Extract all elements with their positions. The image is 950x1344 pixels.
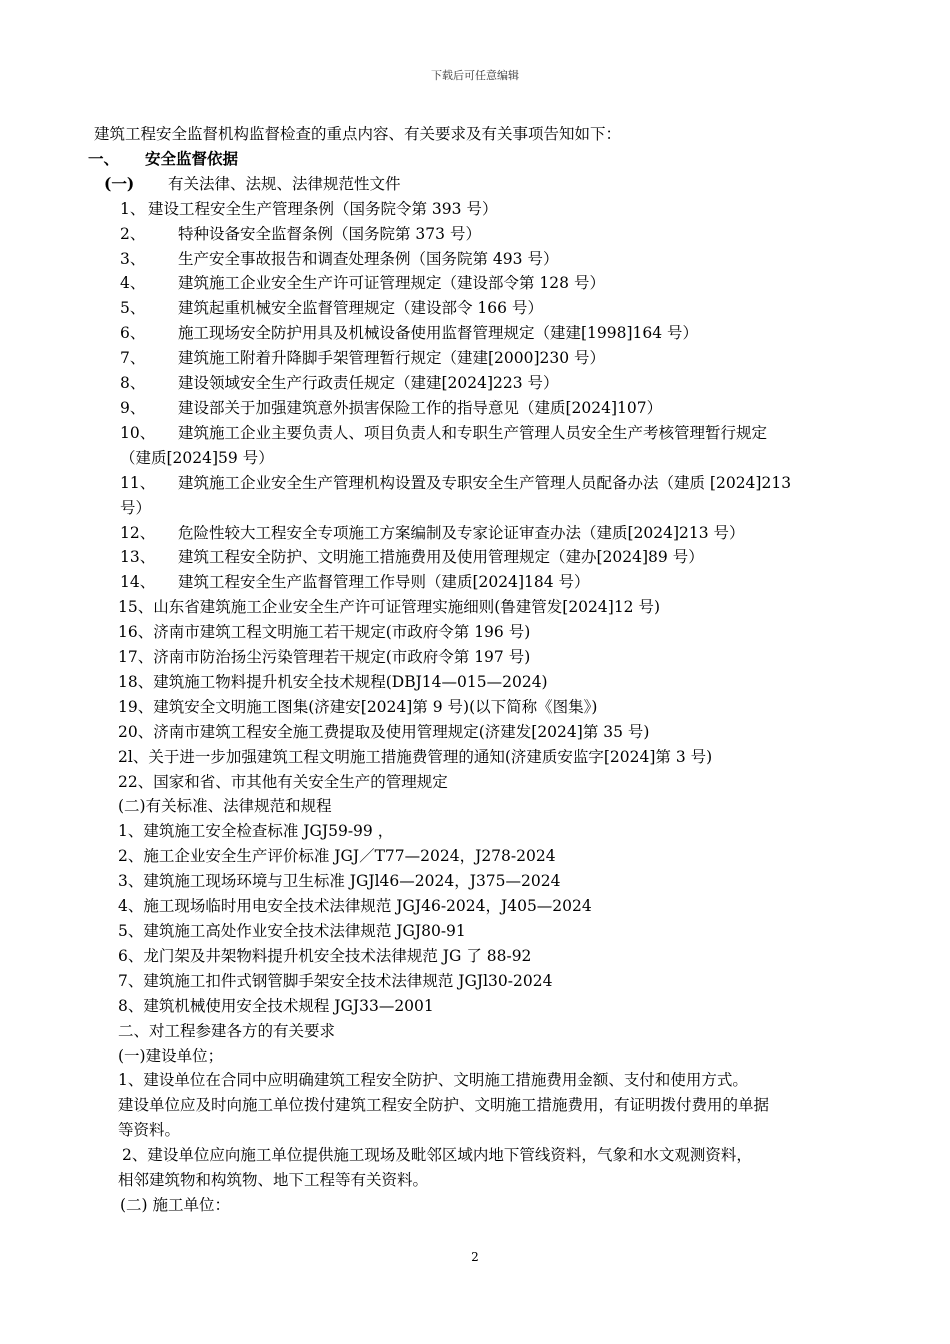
law-item-continuation: （建质[2024]59 号） <box>120 448 274 467</box>
law-item-number: 8、 <box>120 374 146 393</box>
standard-item: 5、建筑施工高处作业安全技术法律规范 JGJ80-91 <box>118 922 466 940</box>
paragraph-2-line-2: 相邻建筑物和构筑物、地下工程等有关资料。 <box>118 1171 429 1190</box>
paragraph-1: 1、建设单位在合同中应明确建筑工程安全防护、文明施工措施费用金额、支付和使用方式。 <box>118 1071 748 1090</box>
law-item-text: 建筑施工企业安全生产许可证管理规定（建设部令第 128 号） <box>178 274 605 293</box>
law-item <box>90 471 870 496</box>
standard-item: 7、建筑施工扣件式钢管脚手架安全技术法律规范 JGJl30-2024 <box>118 971 553 990</box>
law-item <box>90 247 870 272</box>
law-item-number: 2、 <box>120 224 146 243</box>
page-number: 2 <box>471 1250 479 1264</box>
law-item-number: 4、 <box>120 274 146 293</box>
standard-item: 2、施工企业安全生产评价标准 JGJ／T77—2024，J278-2024 <box>118 847 556 866</box>
section-1-number: 一、 <box>88 148 120 168</box>
laws-list <box>90 197 870 596</box>
intro-paragraph: 建筑工程安全监督机构监督检查的重点内容、有关要求及有关事项告知如下： <box>94 125 622 143</box>
law-item: 20、济南市建筑工程安全施工费提取及使用管理规定(济建发[2024]第 35 号) <box>118 722 650 741</box>
law-item: 19、建筑安全文明施工图集(济建安[2024]第 9 号)(以下简称《图集》) <box>118 697 598 716</box>
law-item-number: 12、 <box>120 523 156 542</box>
subsection-1-number: (一) <box>104 173 135 193</box>
law-item <box>90 197 870 222</box>
section-1-heading <box>88 147 870 172</box>
paragraph-1b-line-1: 建设单位应及时向施工单位拨付建筑工程安全防护、文明施工措施费用，有证明拨付费用的单据 <box>118 1096 770 1115</box>
law-item-number: 13、 <box>120 548 156 567</box>
law-item: 16、济南市建筑工程文明施工若干规定(市政府令第 196 号) <box>118 623 531 642</box>
laws-list-continued <box>90 595 870 794</box>
page-header: 下载后可任意编辑 <box>431 69 519 82</box>
law-item-number: 9、 <box>120 398 146 417</box>
law-item <box>90 570 870 595</box>
law-item: 2l、关于进一步加强建筑工程文明施工措施费管理的通知(济建质安监字[2024]第 3 号) <box>118 747 713 766</box>
law-item-text: 建筑施工企业安全生产管理机构设置及专职安全生产管理人员配备办法（建质 [2024]213 <box>178 473 792 492</box>
law-item-text: 建设部关于加强建筑意外损害保险工作的指导意见（建质[2024]107） <box>178 398 663 417</box>
standard-item: 8、建筑机械使用安全技术规程 JGJ33—2001 <box>118 996 434 1015</box>
law-item-text: 建筑施工附着升降脚手架管理暂行规定（建建[2000]230 号） <box>178 349 606 368</box>
law-item-text: 施工现场安全防护用具及机械设备使用监督管理规定（建建[1998]164 号） <box>178 324 699 343</box>
law-item-text: 建筑施工企业主要负责人、项目负责人和专职生产管理人员安全生产考核管理暂行规定 <box>178 423 768 442</box>
paragraph-2-line-1: 2、建设单位应向施工单位提供施工现场及毗邻区域内地下管线资料，气象和水文观测资料， <box>122 1146 752 1165</box>
subsection-1-title: 有关法律、法规、法律规范性文件 <box>168 174 401 193</box>
law-item <box>90 545 870 570</box>
law-item: 17、济南市防治扬尘污染管理若干规定(市政府令第 197 号) <box>118 648 531 667</box>
law-item-text: 建筑工程安全生产监督管理工作导则（建质[2024]184 号） <box>178 573 590 592</box>
law-item <box>90 321 870 346</box>
law-item: 18、建筑施工物料提升机安全技术规程(DBJ14—015—2024) <box>118 672 548 691</box>
law-item-text: 生产安全事故报告和调查处理条例（国务院第 493 号） <box>178 249 559 268</box>
paragraph-1b-line-2: 等资料。 <box>118 1121 181 1140</box>
law-item-number: 10、 <box>120 423 156 442</box>
law-item-number: 11、 <box>120 473 156 492</box>
subsection-1-heading <box>90 172 870 197</box>
subsection-2-heading: (二)有关标准、法律规范和规程 <box>118 797 332 816</box>
standard-item: 1、建筑施工安全检查标准 JGJ59-99 ， <box>118 822 394 841</box>
subsection-b-heading: (二) 施工单位： <box>120 1195 231 1214</box>
law-item <box>90 421 870 446</box>
law-item-text: 建设工程安全生产管理条例（国务院令第 393 号） <box>148 199 498 218</box>
law-item: 22、国家和省、市其他有关安全生产的管理规定 <box>118 772 448 791</box>
law-item-number: 1、 <box>120 199 146 218</box>
law-item <box>90 396 870 421</box>
law-item <box>90 271 870 296</box>
law-item-number: 3、 <box>120 249 146 268</box>
law-item-number: 6、 <box>120 324 146 343</box>
standards-list <box>90 819 870 1018</box>
document-body <box>90 122 870 1218</box>
law-item-text: 建设领域安全生产行政责任规定（建建[2024]223 号） <box>178 374 559 393</box>
law-item <box>90 346 870 371</box>
law-item-continuation: 号） <box>120 498 152 517</box>
law-item-number: 5、 <box>120 299 146 318</box>
law-item-text: 特种设备安全监督条例（国务院第 373 号） <box>178 224 481 243</box>
section-2-heading: 二、对工程参建各方的有关要求 <box>118 1021 336 1040</box>
law-item-text: 危险性较大工程安全专项施工方案编制及专家论证审查办法（建质[2024]213 号） <box>178 523 745 542</box>
law-item-text: 建筑起重机械安全监督管理规定（建设部令 166 号） <box>178 299 543 318</box>
standard-item: 3、建筑施工现场环境与卫生标准 JGJl46—2024，J375—2024 <box>118 872 561 891</box>
section-1-title: 安全监督依据 <box>145 148 239 168</box>
law-item <box>90 371 870 396</box>
standard-item: 4、施工现场临时用电安全技术法律规范 JGJ46-2024，J405—2024 <box>118 897 592 916</box>
law-item-text: 建筑工程安全防护、文明施工措施费用及使用管理规定（建办[2024]89 号） <box>178 548 704 567</box>
law-item: 15、山东省建筑施工企业安全生产许可证管理实施细则(鲁建管发[2024]12 号) <box>118 598 661 617</box>
law-item <box>90 222 870 247</box>
law-item-number: 14、 <box>120 573 156 592</box>
law-item <box>90 296 870 321</box>
subsection-a-heading: (一)建设单位； <box>118 1046 224 1065</box>
law-item-number: 7、 <box>120 349 146 368</box>
standard-item: 6、龙门架及井架物料提升机安全技术法律规范 JG 了 88-92 <box>118 946 532 965</box>
law-item <box>90 521 870 546</box>
